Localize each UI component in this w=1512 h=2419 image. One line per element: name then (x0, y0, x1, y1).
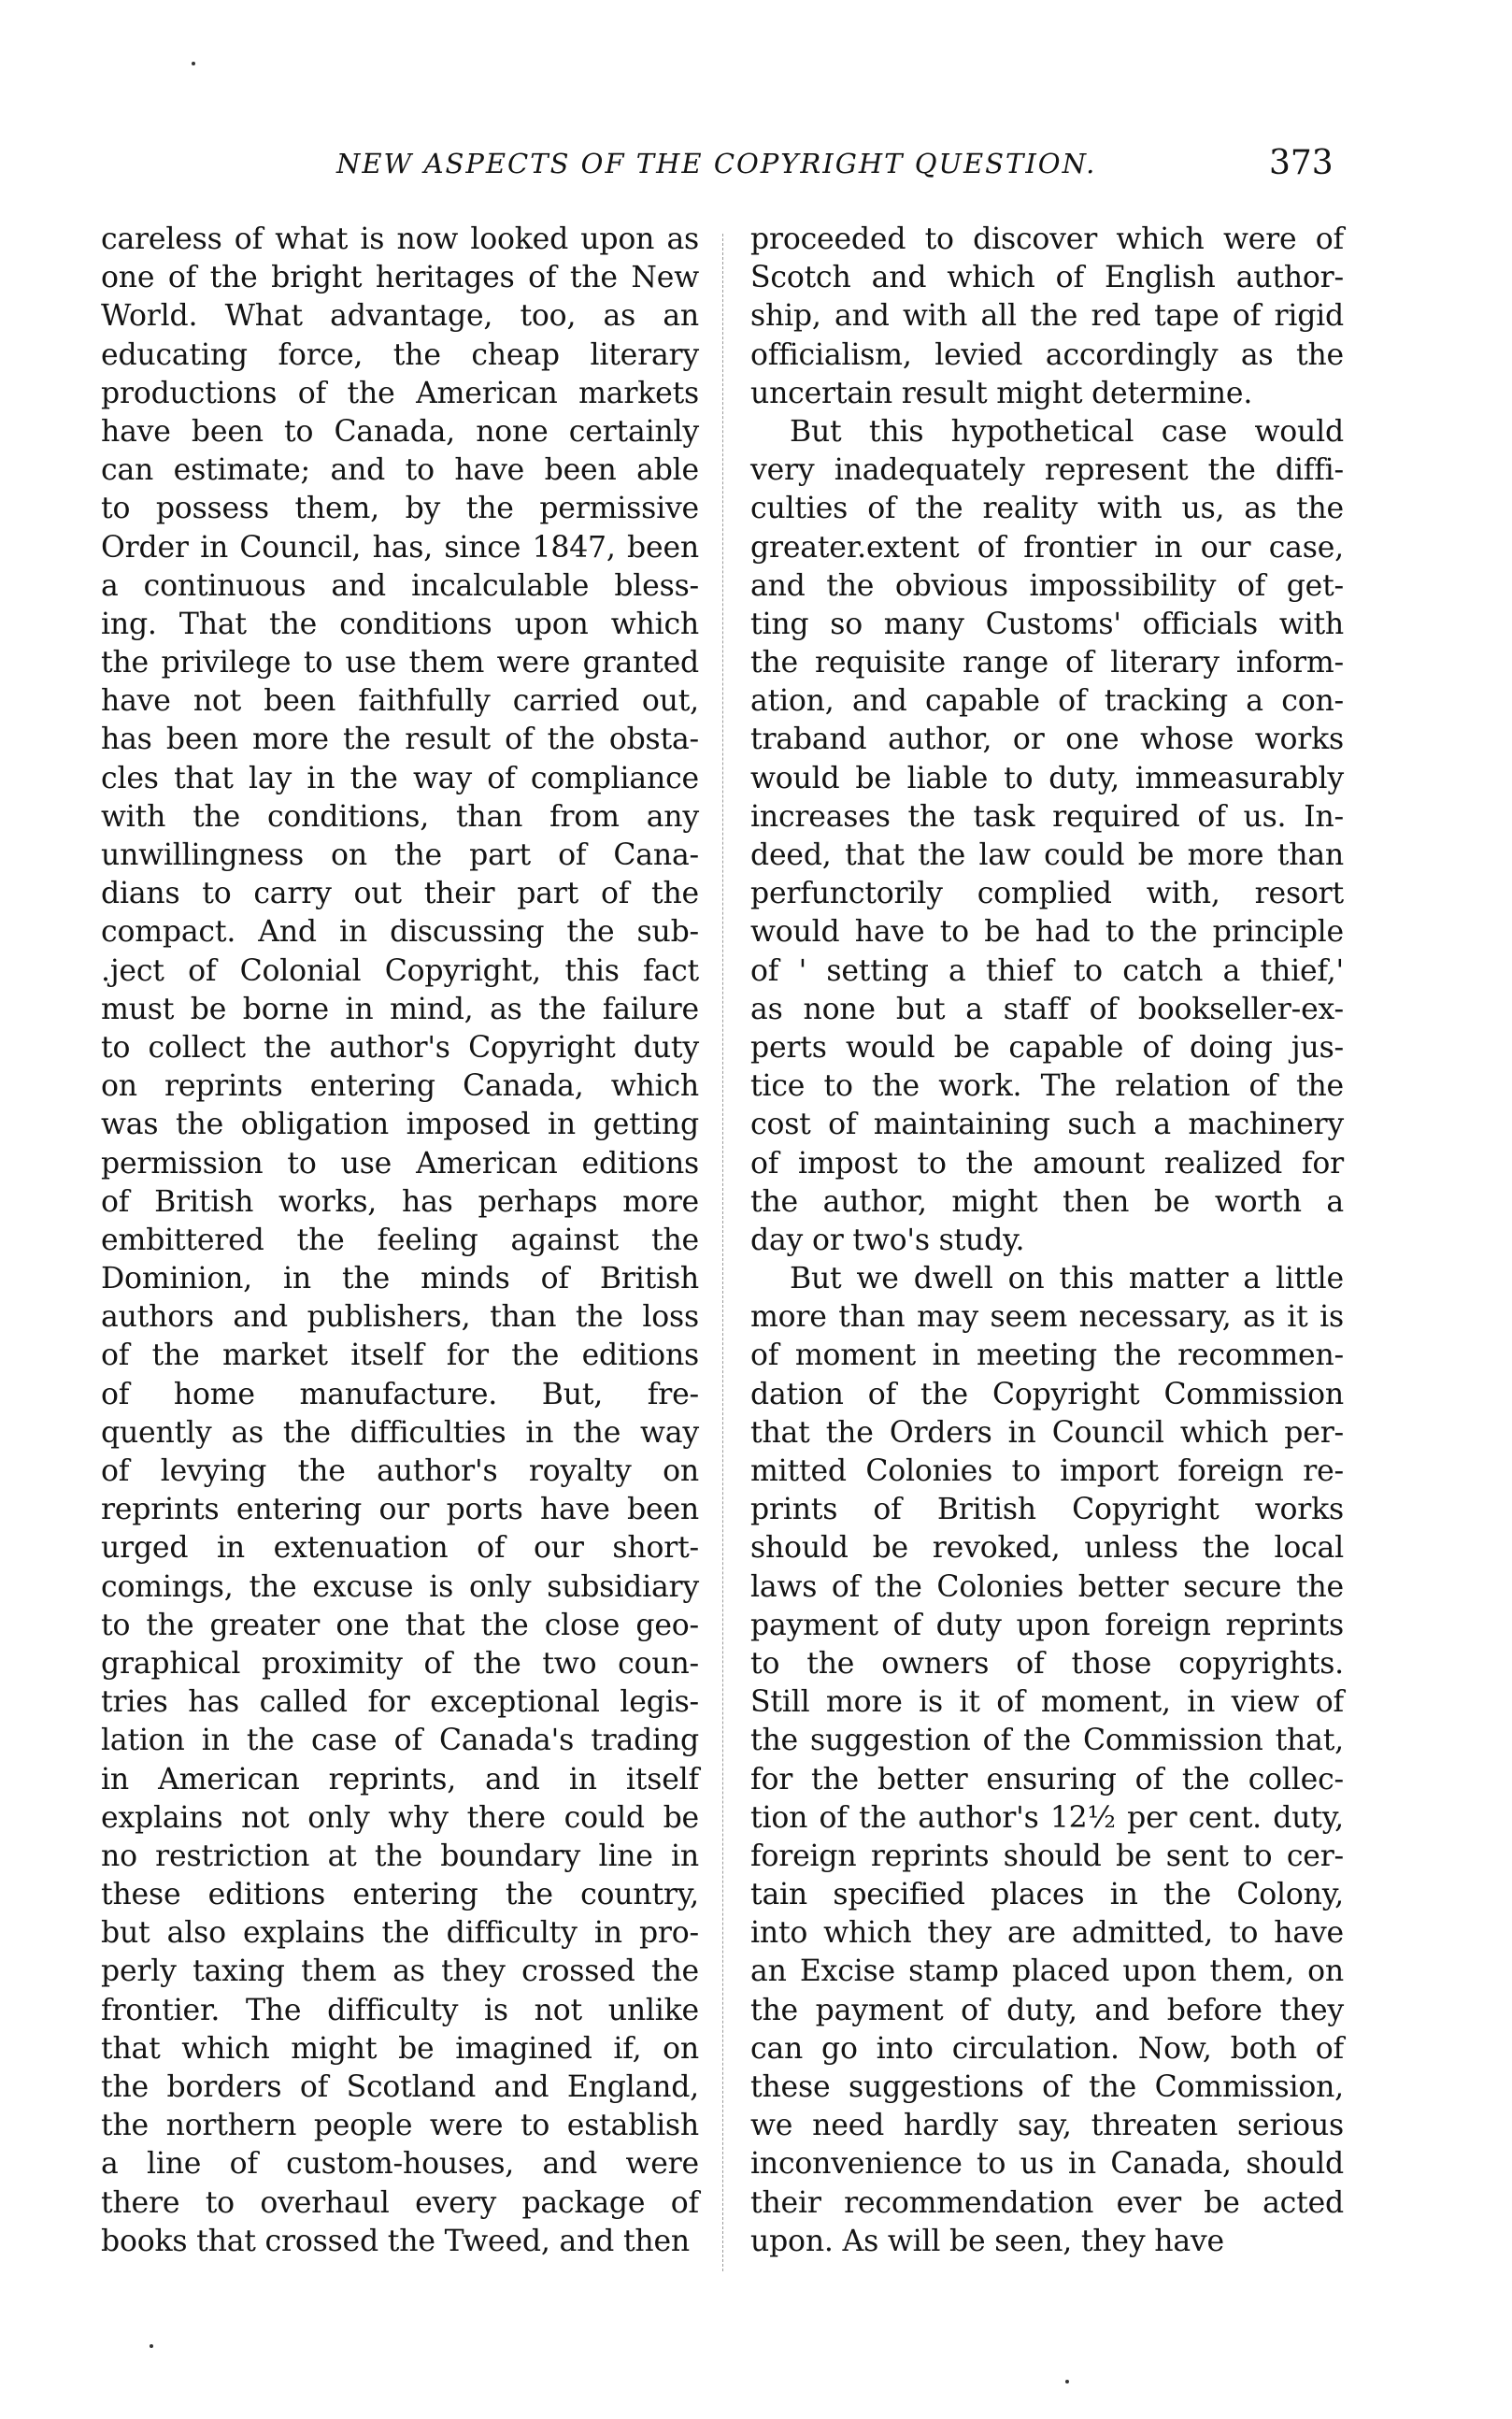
text-line: dation of the Copyright Commission (750, 1377, 1344, 1411)
text-line: to possess them, by the permissive (101, 492, 699, 526)
text-line: no restriction at the boundary line in (101, 1839, 699, 1873)
text-line: very inadequately represent the diffi- (750, 453, 1344, 488)
text-line: ation, and capable of tracking a con- (750, 684, 1344, 719)
text-line: inconvenience to us in Canada, should (750, 2147, 1344, 2182)
text-line: that which might be imagined if, on (101, 2031, 699, 2066)
text-line: Scotch and which of English author- (750, 261, 1344, 295)
text-line: perly taxing them as they crossed the (101, 1954, 699, 1989)
text-line: careless of what is now looked upon as (101, 222, 699, 256)
text-line: authors and publishers, than the loss (101, 1300, 699, 1335)
page-number: 373 (1269, 144, 1334, 182)
text-line: Order in Council, has, since 1847, been (101, 530, 699, 565)
text-line: frontier. The difficulty is not unlike (101, 1993, 699, 2027)
text-line: perfunctorily complied with, resort (750, 877, 1344, 911)
text-line: compact. And in discussing the sub- (101, 915, 699, 950)
text-line: must be borne in mind, as the failure (101, 992, 699, 1026)
text-line: greater.extent of frontier in our case, (750, 530, 1344, 565)
text-line: foreign reprints should be sent to cer- (750, 1839, 1344, 1873)
text-line: prints of British Copyright works (750, 1493, 1344, 1527)
text-line: the suggestion of the Commission that, (750, 1724, 1344, 1758)
text-line: comings, the excuse is only subsidiary (101, 1569, 699, 1604)
left-text-column (101, 221, 699, 2261)
text-line: ship, and with all the red tape of rigid (750, 299, 1344, 334)
text-line: reprints entering our ports have been (101, 1493, 699, 1527)
text-line: of moment in meeting the recommen- (750, 1338, 1344, 1373)
paper-speck (1065, 2380, 1069, 2383)
text-line: embittered the feeling against the (101, 1223, 699, 1257)
text-line: and the obvious impossibility of get- (750, 568, 1344, 603)
text-line: of impost to the amount realized for (750, 1146, 1344, 1181)
text-line: ting so many Customs' officials with (750, 607, 1344, 641)
text-line: an Excise stamp placed upon them, on (750, 1954, 1344, 1989)
text-line: tain specified places in the Colony, (750, 1878, 1344, 1912)
text-line: the northern people were to establish (101, 2109, 699, 2143)
text-line: cost of maintaining such a machinery (750, 1108, 1344, 1142)
text-line: that the Orders in Council which per- (750, 1415, 1344, 1450)
text-line: was the obligation imposed in getting (101, 1108, 699, 1142)
paper-speck (192, 62, 195, 65)
text-line: ing. That the conditions upon which (101, 607, 699, 641)
text-line: more than may seem necessary, as it is (750, 1300, 1344, 1335)
text-line: of British works, has perhaps more (101, 1184, 699, 1219)
text-line: of home manufacture. But, fre- (101, 1377, 699, 1411)
text-line: we need hardly say, threaten serious (750, 2109, 1344, 2143)
text-line: with the conditions, than from any (101, 799, 699, 834)
text-line: into which they are admitted, to have (750, 1916, 1344, 1951)
text-line: unwillingness on the part of Cana- (101, 838, 699, 872)
text-line: day or two's study. (750, 1223, 1025, 1257)
text-line: educating force, the cheap literary (101, 337, 699, 372)
text-line: should be revoked, unless the local (750, 1531, 1344, 1566)
text-line: cles that lay in the way of compliance (101, 761, 699, 795)
text-line: would have to be had to the principle (750, 915, 1344, 950)
text-line: the author, might then be worth a (750, 1184, 1344, 1219)
text-line: quently as the difficulties in the way (101, 1415, 699, 1450)
text-line: the borders of Scotland and England, (101, 2070, 699, 2104)
text-line: of levying the author's royalty on (101, 1454, 699, 1488)
text-line: the privilege to use them were granted (101, 646, 699, 680)
text-line: culties of the reality with us, as the (750, 492, 1344, 526)
text-line: these suggestions of the Commission, (750, 2070, 1344, 2104)
text-line: mitted Colonies to import foreign re- (750, 1454, 1344, 1488)
text-line: Dominion, in the minds of British (101, 1262, 699, 1296)
text-line: increases the task required of us. In- (750, 799, 1344, 834)
text-line: a line of custom-houses, and were (101, 2147, 699, 2182)
text-line: explains not only why there could be (101, 1800, 699, 1835)
text-line: would be liable to duty, immeasurably (750, 761, 1344, 795)
text-line: the requisite range of literary inform- (750, 646, 1344, 680)
text-line: tice to the work. The relation of the (750, 1069, 1344, 1104)
text-line: to the greater one that the close geo- (101, 1608, 699, 1642)
text-line: uncertain result might determine. (750, 376, 1253, 410)
text-line: has been more the result of the obsta- (101, 723, 699, 757)
text-line: of ' setting a thief to catch a thief,' (750, 953, 1344, 988)
text-line: tries has called for exceptional legis- (101, 1685, 699, 1720)
text-line: proceeded to discover which were of (750, 222, 1344, 256)
text-line: World. What advantage, too, as an (101, 299, 699, 334)
text-line: upon. As will be seen, they have (750, 2224, 1224, 2258)
text-line: the payment of duty, and before they (750, 1993, 1344, 2027)
text-line: permission to use American editions (101, 1146, 699, 1181)
text-line: lation in the case of Canada's trading (101, 1724, 699, 1758)
text-line: dians to carry out their part of the (101, 877, 699, 911)
text-line: deed, that the law could be more than (750, 838, 1344, 872)
text-line: of the market itself for the editions (101, 1338, 699, 1373)
text-line: these editions entering the country, (101, 1878, 699, 1912)
right-text-column (750, 221, 1344, 2261)
text-line: have been to Canada, none certainly (101, 414, 699, 449)
text-line: on reprints entering Canada, which (101, 1069, 699, 1104)
text-line: Still more is it of moment, in view of (750, 1685, 1344, 1720)
text-line: one of the bright heritages of the New (101, 261, 699, 295)
text-line: for the better ensuring of the collec- (750, 1762, 1344, 1796)
text-line: their recommendation ever be acted (750, 2185, 1344, 2220)
text-line: books that crossed the Tweed, and then (101, 2224, 691, 2258)
paper-speck (150, 2344, 153, 2348)
text-line: in American reprints, and in itself (101, 1762, 699, 1796)
running-title: NEW ASPECTS OF THE COPYRIGHT QUESTION. (336, 148, 1097, 179)
text-line: to the owners of those copyrights. (750, 1646, 1344, 1681)
text-line: traband author, or one whose works (750, 723, 1344, 757)
text-line: officialism, levied accordingly as the (750, 337, 1344, 372)
text-line: but also explains the difficulty in pro- (101, 1916, 699, 1951)
text-line: laws of the Colonies better secure the (750, 1569, 1344, 1604)
text-line: productions of the American markets (101, 376, 699, 410)
text-line: perts would be capable of doing jus- (750, 1030, 1344, 1065)
text-line: But this hypothetical case would (790, 414, 1344, 449)
text-line: tion of the author's 12½ per cent. duty, (750, 1800, 1344, 1835)
text-line: can go into circulation. Now, both of (750, 2031, 1344, 2066)
text-line: payment of duty upon foreign reprints (750, 1608, 1344, 1642)
text-line: a continuous and incalculable bless- (101, 568, 699, 603)
text-line: .ject of Colonial Copyright, this fact (101, 953, 699, 988)
text-line: as none but a staff of bookseller-ex- (750, 992, 1344, 1026)
text-line: But we dwell on this matter a little (790, 1262, 1344, 1296)
text-line: graphical proximity of the two coun- (101, 1646, 699, 1681)
text-line: urged in extenuation of our short- (101, 1531, 699, 1566)
text-line: there to overhaul every package of (101, 2185, 699, 2220)
column-divider (722, 234, 723, 2271)
text-line: can estimate; and to have been able (101, 453, 699, 488)
text-line: to collect the author's Copyright duty (101, 1030, 699, 1065)
text-line: have not been faithfully carried out, (101, 684, 699, 719)
